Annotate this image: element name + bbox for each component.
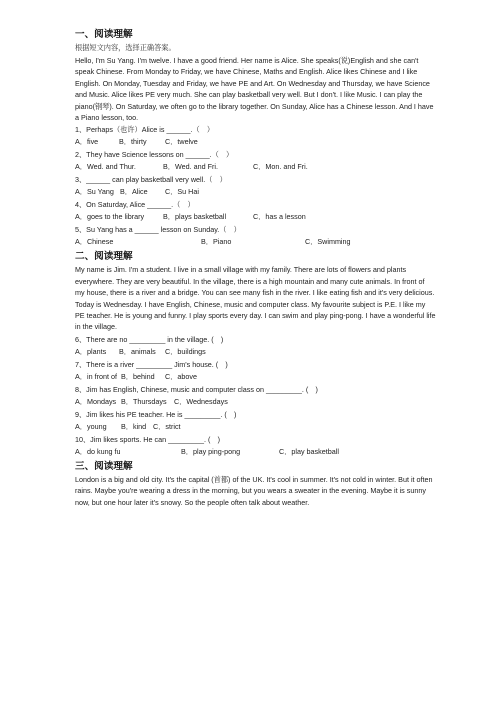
option-b[interactable]: B．kind	[121, 421, 147, 431]
question-3: 3、______ can play basketball very well.（ ）	[75, 175, 227, 185]
options-row	[75, 346, 436, 358]
option-c[interactable]: C．has a lesson	[253, 212, 306, 222]
option-c[interactable]: C．Swimming	[305, 237, 351, 247]
options-row	[75, 396, 436, 408]
question-6: 6、There are no _________ in the village. ( )	[75, 334, 224, 344]
question-8: 8、Jim has English, Chinese, music and computer class on _________. ( )	[75, 384, 318, 394]
options-row	[75, 211, 436, 223]
option-c[interactable]: C．play basketball	[279, 446, 339, 456]
option-c[interactable]: C．Su Hai	[165, 187, 199, 197]
option-b[interactable]: B．Piano	[201, 237, 232, 247]
question-9: 9、Jim likes his PE teacher. He is _________. ( )	[75, 409, 237, 419]
option-a[interactable]: A．do kung fu	[75, 446, 121, 456]
option-b[interactable]: B．play ping-pong	[181, 446, 241, 456]
question-1: 1、Perhaps（也许）Alice is ______.（ ）	[75, 125, 215, 135]
option-b[interactable]: B．Alice	[120, 187, 148, 197]
options-row	[75, 236, 436, 248]
option-b[interactable]: B．Thursdays	[121, 396, 167, 406]
option-a[interactable]: A．Chinese	[75, 237, 114, 247]
option-a[interactable]: A．young	[75, 421, 107, 431]
option-c[interactable]: C．above	[165, 371, 197, 381]
option-a[interactable]: A．goes to the library	[75, 212, 145, 222]
question-7: 7、There is a river _________ Jim's house. ( )	[75, 359, 228, 369]
reading-passage: Hello, I'm Su Yang. I'm twelve. I have a good friend. Her name is Alice. She speaks(说)English and she can't speak Chinese. From Monday to Friday, we have Chinese, Maths and English. Alice likes Chinese and I like English. On Monday, Tuesday and Friday, we have PE and Art. On Wednesday and Thursday, we have Science and Music. Alice likes PE very much. She can play basketball very well. But I don't. I like Music. I can play the piano(钢琴). On Saturday, we often go to the library together. On Sunday, Alice has a Chinese lesson. And I have a Piano lesson, too.	[75, 56, 434, 123]
section-3	[75, 460, 436, 508]
option-a[interactable]: A．in front of	[75, 371, 117, 381]
option-c[interactable]: C．twelve	[165, 137, 198, 147]
option-b[interactable]: B．behind	[121, 371, 155, 381]
options-row	[75, 136, 436, 148]
option-c[interactable]: C．Mon. and Fri.	[253, 162, 308, 172]
options-row	[75, 161, 436, 173]
question-5: 5、Su Yang has a ______ lesson on Sunday.（ ）	[75, 225, 241, 235]
reading-passage: London is a big and old city. It's the capital (首都) of the UK. It's cool in summer. It's not cold in winter. But it often rains. Maybe you're wearing a dress in the morning, but you wears a sweater in the evening. Maybe it is sunny now, but one hour later it's snowy. So the people often talk about weather.	[75, 474, 433, 507]
option-b[interactable]: B．animals	[119, 346, 156, 356]
option-a[interactable]: A．Su Yang	[75, 187, 114, 197]
section-title: 一、阅读理解	[75, 29, 133, 40]
section-title: 三、阅读理解	[75, 460, 133, 472]
option-c[interactable]: C．buildings	[165, 346, 206, 356]
option-c[interactable]: C．strict	[153, 421, 181, 431]
section-1	[75, 28, 436, 248]
option-a[interactable]: A．plants	[75, 346, 107, 356]
options-row	[75, 421, 436, 433]
question-4: 4、On Saturday, Alice ______.（ ）	[75, 200, 195, 210]
options-row	[75, 446, 436, 458]
reading-passage: My name is Jim. I'm a student. I live in a small village with my family. There are lots of flowers and plants everywhere. They are very beautiful. In the village, there is a high mountain and many cute animals. In front of my house, there is a river and a bridge. You can see many fish in the river. I like eating fish and it's very delicious. Today is Wednesday. I have English, Chinese, music and computer class. My favourite subject is P.E. I like my PE teacher. He is young and funny. I play sports every day. I can swim and play ping-pong. I have a wonderful life in the village.	[75, 265, 436, 332]
question-2: 2、They have Science lessons on ______.（ ）	[75, 150, 234, 160]
option-c[interactable]: C．Wednesdays	[174, 396, 228, 406]
option-a[interactable]: A．Wed. and Thur.	[75, 162, 136, 172]
options-row	[75, 371, 436, 383]
option-a[interactable]: A．Mondays	[75, 396, 117, 406]
option-b[interactable]: B．thirty	[119, 137, 147, 147]
section-2	[75, 250, 436, 457]
option-a[interactable]: A．five	[75, 137, 99, 147]
options-row	[75, 186, 436, 198]
question-10: 10、Jim likes sports. He can _________. ( )	[75, 434, 221, 444]
section-instruction: 根据短文内容，选择正确答案。	[75, 43, 176, 52]
option-b[interactable]: B．plays basketball	[163, 212, 227, 222]
option-b[interactable]: B．Wed. and Fri.	[163, 162, 218, 172]
section-title: 二、阅读理解	[75, 251, 133, 263]
